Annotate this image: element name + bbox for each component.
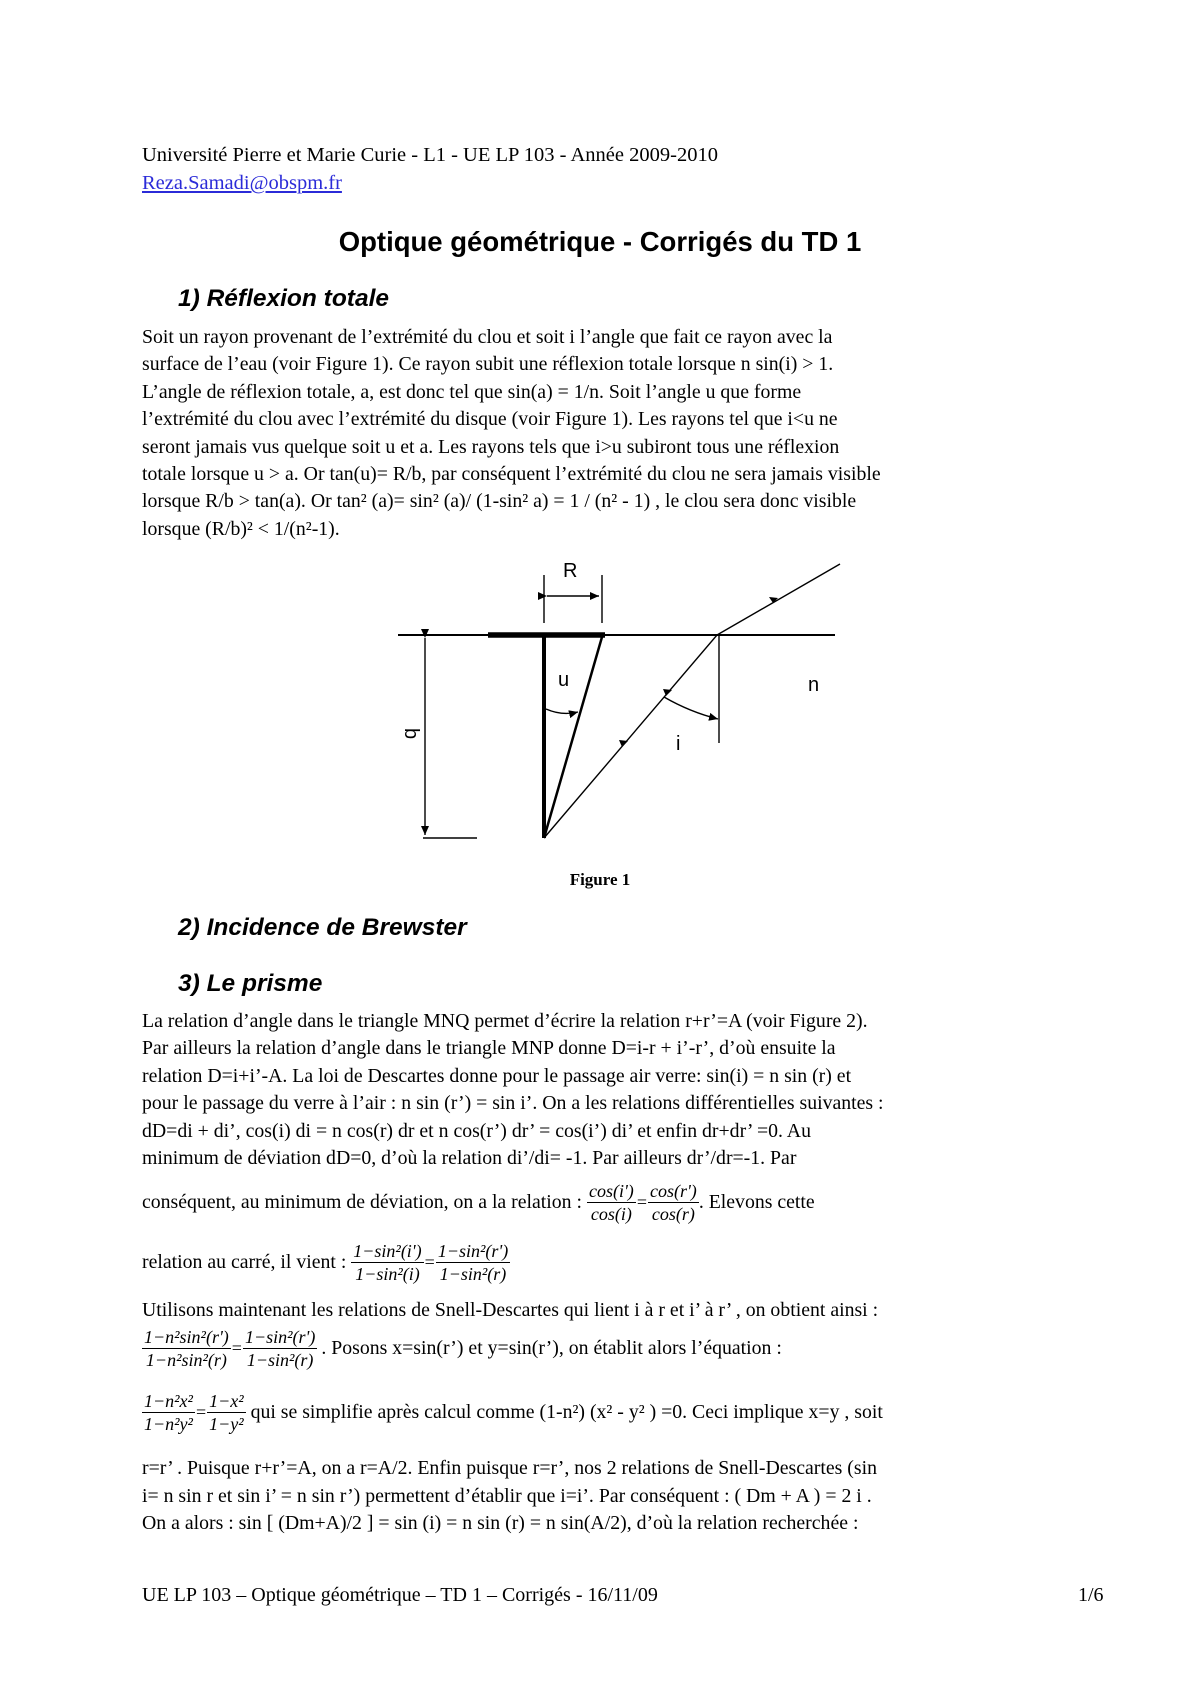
numerator: 1−sin²(r')	[244, 1327, 316, 1347]
denominator: 1−n²y²	[144, 1414, 193, 1434]
equation-2-line	[142, 1240, 510, 1285]
equation-3-line	[142, 1326, 782, 1371]
footer-text: UE LP 103 – Optique géométrique – TD 1 – Corrigés - 16/11/09	[142, 1584, 658, 1606]
fraction	[436, 1240, 510, 1285]
equals-sign: =	[636, 1192, 647, 1212]
text-line: lorsque (R/b)² < 1/(n²-1).	[142, 517, 340, 540]
denominator: cos(r)	[651, 1204, 695, 1224]
figure-label-n: n	[808, 674, 820, 696]
text-line: La relation d’angle dans le triangle MNQ permet d’écrire la relation r+r’=A (voir Figure 2).	[142, 1010, 868, 1032]
denominator: 1−n²sin²(r)	[145, 1350, 227, 1370]
numerator: 1−n²x²	[144, 1391, 193, 1411]
page-number: 1/6	[1078, 1584, 1104, 1606]
section-heading-reflexion-totale: 1) Réflexion totale	[178, 285, 390, 312]
text-line: surface de l’eau (voir Figure 1). Ce rayon subit une réflexion totale lorsque n sin(i) > 1.	[142, 353, 834, 376]
text-line: i= n sin r et sin i’ = n sin r’) permettent d’établir que i=i’. Par conséquent : ( Dm + A ) = 2 i .	[142, 1484, 872, 1507]
text-line: pour le passage du verre à l’air : n sin (r’) = sin i’. On a les relations différentielles suivantes :	[142, 1092, 884, 1115]
disc-edge-line	[544, 637, 602, 838]
text-line: On a alors : sin [ (Dm+A)/2 ] = sin (i) = n sin (r) = n sin(A/2), d’où la relation recherchée :	[142, 1512, 859, 1535]
numerator: cos(r')	[649, 1181, 697, 1201]
text-run: qui se simplifie après calcul comme (1-n²) (x² - y² ) =0. Ceci implique x=y , soit	[245, 1401, 883, 1423]
fraction	[243, 1326, 317, 1371]
angle-u-arc	[546, 709, 578, 713]
text-line: seront jamais vus quelque soit u et a. Les rayons tels que i>u subiront tous une réflexion	[142, 435, 840, 458]
ray-arrow	[663, 689, 672, 696]
text-line: Utilisons maintenant les relations de Snell-Descartes qui lient i à r et i’ à r’ , on obtient ainsi :	[142, 1299, 879, 1321]
section-heading-prisme: 3) Le prisme	[178, 970, 323, 997]
equals-sign: =	[231, 1338, 242, 1358]
text-line: L’angle de réflexion totale, a, est donc tel que sin(a) = 1/n. Soit l’angle u que forme	[142, 380, 802, 403]
text-line: lorsque R/b > tan(a). Or tan² (a)= sin² (a)/ (1-sin² a) = 1 / (n² - 1) , le clou sera donc visible	[142, 490, 857, 513]
text-run: relation au carré, il vient :	[142, 1251, 352, 1273]
fraction	[587, 1180, 636, 1225]
figure-label-R: R	[563, 560, 578, 582]
text-run: . Posons x=sin(r’) et y=sin(r’), on établit alors l’équation :	[321, 1337, 782, 1359]
figure-1-caption: Figure 1	[569, 870, 631, 889]
numerator: cos(i')	[588, 1181, 634, 1201]
page-title: Optique géométrique - Corrigés du TD 1	[338, 226, 862, 257]
fraction	[142, 1390, 195, 1435]
equals-sign: =	[195, 1402, 207, 1422]
fraction	[648, 1180, 699, 1225]
text-line: minimum de déviation dD=0, d’où la relation di’/di= -1. Par ailleurs dr’/dr=-1. Par	[142, 1147, 797, 1170]
figure-label-i: i	[676, 733, 681, 755]
numerator: 1−n²sin²(r')	[144, 1327, 229, 1347]
section-3-final-paragraph	[142, 1455, 877, 1538]
denominator: 1−y²	[209, 1414, 244, 1434]
section-3-paragraph	[142, 1008, 884, 1172]
numerator: 1−sin²(i')	[353, 1241, 422, 1261]
text-line: relation D=i+i’-A. La loi de Descartes donne pour le passage air verre: sin(i) = n sin (r) et	[142, 1064, 852, 1087]
figure-label-b: b	[400, 728, 422, 740]
denominator: cos(i)	[590, 1204, 632, 1224]
denominator: 1−sin²(r)	[246, 1350, 314, 1370]
fraction	[207, 1390, 246, 1435]
section-heading-brewster: 2) Incidence de Brewster	[178, 914, 467, 941]
text-run: . Elevons cette	[698, 1191, 815, 1213]
text-line: dD=di + di’, cos(i) di = n cos(r) dr et n cos(r’) dr’ = cos(i’) di’ et enfin dr+dr’ =0. Au	[142, 1119, 811, 1142]
text-line: totale lorsque u > a. Or tan(u)= R/b, par conséquent l’extrémité du clou ne sera jamais visible	[142, 463, 881, 486]
numerator: 1−sin²(r')	[437, 1241, 509, 1261]
angle-i-arc	[664, 697, 718, 719]
figure-label-u: u	[558, 669, 570, 691]
ray-in-water	[544, 635, 717, 838]
text-line: Par ailleurs la relation d’angle dans le triangle MNP donne D=i-r + i’-r’, d’où ensuite la	[142, 1037, 836, 1060]
author-email-link[interactable]: Reza.Samadi@obspm.fr	[142, 172, 342, 194]
text-line: l’extrémité du clou avec l’extrémité du disque (voir Figure 1). Les rayons tel que i<u ne	[142, 408, 838, 431]
fraction	[142, 1326, 231, 1371]
fraction	[351, 1240, 423, 1285]
equals-sign: =	[424, 1252, 435, 1272]
equation-1-line	[142, 1180, 815, 1225]
denominator: 1−sin²(r)	[439, 1264, 507, 1284]
text-line: Soit un rayon provenant de l’extrémité du clou et soit i l’angle que fait ce rayon avec la	[142, 326, 833, 348]
text-run: conséquent, au minimum de déviation, on a la relation :	[142, 1191, 587, 1213]
ray-arrow	[619, 740, 628, 747]
numerator: 1−x²	[209, 1391, 244, 1411]
denominator: 1−sin²(i)	[355, 1264, 420, 1284]
header-line: Université Pierre et Marie Curie - L1 - UE LP 103 - Année 2009-2010	[142, 144, 718, 166]
text-line: r=r’ . Puisque r+r’=A, on a r=A/2. Enfin puisque r=r’, nos 2 relations de Snell-Descartes (sin	[142, 1457, 877, 1479]
equation-4-line	[142, 1390, 883, 1435]
ray-in-air	[717, 564, 840, 635]
